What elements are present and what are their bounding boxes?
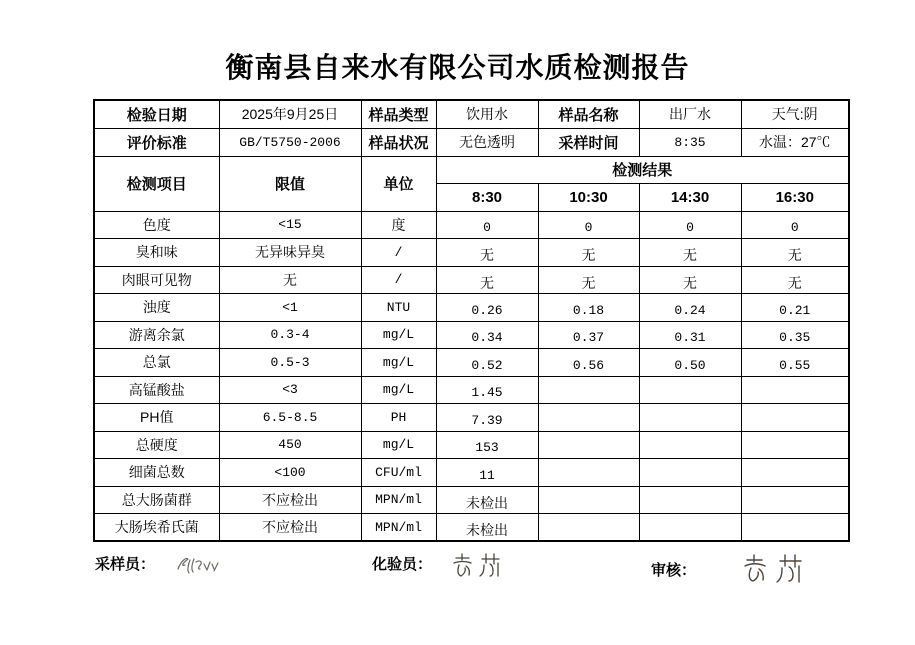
info-row <box>94 100 849 128</box>
limit-cell: 6.5-8.5 <box>219 404 361 432</box>
result-cell <box>639 376 741 404</box>
unit-cell: PH <box>361 404 436 432</box>
info-row <box>94 128 849 156</box>
result-cell <box>639 459 741 487</box>
result-cell: 0 <box>639 211 741 239</box>
table-row <box>94 321 849 349</box>
result-cell <box>538 404 639 432</box>
time-header-cell: 8:30 <box>436 183 538 211</box>
info-label-cell: 样品名称 <box>538 100 639 128</box>
limit-cell: 不应检出 <box>219 514 361 542</box>
table-row <box>94 239 849 267</box>
result-cell <box>741 486 849 514</box>
report-table-body <box>94 100 849 541</box>
signature-row <box>93 550 853 598</box>
item-cell: 大肠埃希氏菌 <box>94 514 219 542</box>
table-row <box>94 486 849 514</box>
limit-cell: 450 <box>219 431 361 459</box>
item-cell: 游离余氯 <box>94 321 219 349</box>
item-cell: 总氯 <box>94 349 219 377</box>
result-cell: 无 <box>436 239 538 267</box>
result-cell: 0 <box>741 211 849 239</box>
table-row <box>94 376 849 404</box>
limit-cell: 不应检出 <box>219 486 361 514</box>
table-row <box>94 431 849 459</box>
signer-tester <box>372 550 508 580</box>
result-cell: 0.55 <box>741 349 849 377</box>
result-cell: 0.50 <box>639 349 741 377</box>
limit-cell: 0.5-3 <box>219 349 361 377</box>
result-cell: 0.26 <box>436 294 538 322</box>
result-cell <box>741 431 849 459</box>
result-cell: 无 <box>538 266 639 294</box>
result-cell: 无 <box>639 266 741 294</box>
item-cell: 总硬度 <box>94 431 219 459</box>
info-label-cell: 样品状况 <box>361 128 436 156</box>
table-row <box>94 404 849 432</box>
report-table <box>93 99 850 542</box>
time-header-cell: 14:30 <box>639 183 741 211</box>
reviewer-label: 审核： <box>651 562 697 579</box>
info-value-cell: GB/T5750-2006 <box>219 128 361 156</box>
result-cell: 0 <box>538 211 639 239</box>
result-cell <box>639 486 741 514</box>
info-value-cell: 水温：27℃ <box>741 128 849 156</box>
item-cell: 肉眼可见物 <box>94 266 219 294</box>
unit-cell: mg/L <box>361 431 436 459</box>
result-cell: 0.37 <box>538 321 639 349</box>
result-cell <box>741 404 849 432</box>
table-row <box>94 211 849 239</box>
table-row <box>94 294 849 322</box>
unit-cell: MPN/ml <box>361 514 436 542</box>
unit-header-cell: 单位 <box>361 156 436 211</box>
unit-cell: / <box>361 239 436 267</box>
result-cell <box>639 514 741 542</box>
result-cell <box>639 431 741 459</box>
unit-cell: CFU/ml <box>361 459 436 487</box>
unit-cell: mg/L <box>361 349 436 377</box>
tester-label: 化验员： <box>372 556 433 573</box>
info-value-cell: 8:35 <box>639 128 741 156</box>
info-label-cell: 采样时间 <box>538 128 639 156</box>
tester-signature-image <box>448 550 508 580</box>
result-cell <box>538 376 639 404</box>
result-cell <box>538 431 639 459</box>
result-cell: 未检出 <box>436 486 538 514</box>
limit-cell: <100 <box>219 459 361 487</box>
results-header-row <box>94 156 849 183</box>
result-cell: 无 <box>741 239 849 267</box>
limit-cell: 0.3-4 <box>219 321 361 349</box>
item-cell: 总大肠菌群 <box>94 486 219 514</box>
result-cell <box>538 459 639 487</box>
limit-cell: 无 <box>219 266 361 294</box>
result-cell: 无 <box>436 266 538 294</box>
result-cell: 0.52 <box>436 349 538 377</box>
result-cell: 0.31 <box>639 321 741 349</box>
time-header-cell: 10:30 <box>538 183 639 211</box>
item-cell: 高锰酸盐 <box>94 376 219 404</box>
table-row <box>94 266 849 294</box>
result-cell: 0.18 <box>538 294 639 322</box>
limit-cell: <3 <box>219 376 361 404</box>
result-cell: 0.24 <box>639 294 741 322</box>
item-cell: 臭和味 <box>94 239 219 267</box>
info-value-cell: 天气:阴 <box>741 100 849 128</box>
info-label-cell: 检验日期 <box>94 100 219 128</box>
item-cell: PH值 <box>94 404 219 432</box>
unit-cell: / <box>361 266 436 294</box>
result-cell: 7.39 <box>436 404 538 432</box>
result-cell: 0.34 <box>436 321 538 349</box>
info-label-cell: 样品类型 <box>361 100 436 128</box>
result-cell: 无 <box>741 266 849 294</box>
result-cell: 0 <box>436 211 538 239</box>
result-cell: 无 <box>639 239 741 267</box>
limit-cell: <15 <box>219 211 361 239</box>
result-cell <box>741 459 849 487</box>
unit-cell: NTU <box>361 294 436 322</box>
signer-reviewer <box>651 550 812 586</box>
limit-header-cell: 限值 <box>219 156 361 211</box>
item-header-cell: 检测项目 <box>94 156 219 211</box>
unit-cell: MPN/ml <box>361 486 436 514</box>
result-cell <box>538 486 639 514</box>
result-cell: 无 <box>538 239 639 267</box>
item-cell: 细菌总数 <box>94 459 219 487</box>
result-cell: 11 <box>436 459 538 487</box>
result-cell: 0.56 <box>538 349 639 377</box>
info-value-cell: 2025年9月25日 <box>219 100 361 128</box>
table-row <box>94 459 849 487</box>
result-cell: 1.45 <box>436 376 538 404</box>
result-cell <box>639 404 741 432</box>
item-cell: 色度 <box>94 211 219 239</box>
unit-cell: 度 <box>361 211 436 239</box>
result-cell <box>741 376 849 404</box>
sampler-signature-image <box>171 552 229 580</box>
item-cell: 浊度 <box>94 294 219 322</box>
info-label-cell: 评价标准 <box>94 128 219 156</box>
result-cell: 0.35 <box>741 321 849 349</box>
result-cell: 153 <box>436 431 538 459</box>
unit-cell: mg/L <box>361 376 436 404</box>
info-value-cell: 无色透明 <box>436 128 538 156</box>
result-cell <box>538 514 639 542</box>
info-value-cell: 出厂水 <box>639 100 741 128</box>
limit-cell: 无异味异臭 <box>219 239 361 267</box>
results-group-header-cell: 检测结果 <box>436 156 849 183</box>
unit-cell: mg/L <box>361 321 436 349</box>
time-header-cell: 16:30 <box>741 183 849 211</box>
signer-sampler <box>95 550 229 580</box>
result-cell <box>741 514 849 542</box>
reviewer-signature-image <box>738 550 812 586</box>
table-row <box>94 349 849 377</box>
limit-cell: <1 <box>219 294 361 322</box>
result-cell: 0.21 <box>741 294 849 322</box>
page-title: 衡南县自来水有限公司水质检测报告 <box>225 52 690 83</box>
result-cell: 未检出 <box>436 514 538 542</box>
info-value-cell: 饮用水 <box>436 100 538 128</box>
sampler-label: 采样员： <box>95 556 156 573</box>
table-row <box>94 514 849 542</box>
